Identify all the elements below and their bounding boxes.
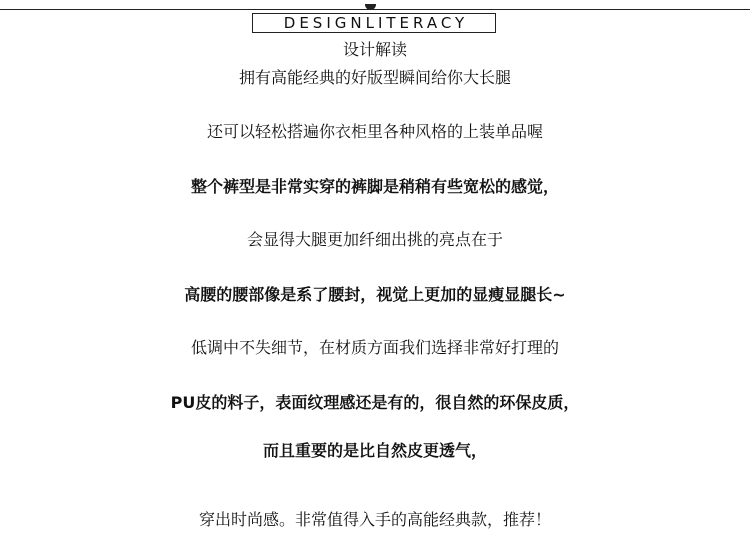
section-subtitle: 设计解读	[342, 40, 407, 59]
paragraph-line: 还可以轻松搭遍你衣柜里各种风格的上装单品喔	[206, 122, 543, 141]
paragraph-line: 穿出时尚感。非常值得入手的高能经典款，推荐！	[198, 510, 551, 529]
paragraph-line: 拥有高能经典的好版型瞬间给你大长腿	[238, 68, 511, 87]
section-banner	[252, 13, 496, 33]
paragraph-line-emphasis: PU皮的料子，表面纹理感还是有的，很自然的环保皮质，	[170, 393, 580, 412]
banner-title: DESIGNLITERACY	[283, 13, 469, 32]
paragraph-line-emphasis: 而且重要的是比自然皮更透气，	[262, 441, 487, 460]
paragraph-line: 会显得大腿更加纤细出挑的亮点在于	[246, 230, 503, 249]
top-divider-line	[0, 9, 750, 10]
paragraph-line-emphasis: 整个裤型是非常实穿的裤脚是稍稍有些宽松的感觉，	[190, 177, 559, 196]
paragraph-line-emphasis: 高腰的腰部像是系了腰封，视觉上更加的显瘦显腿长~	[184, 285, 566, 304]
paragraph-line: 低调中不失细节，在材质方面我们选择非常好打理的	[190, 338, 559, 357]
